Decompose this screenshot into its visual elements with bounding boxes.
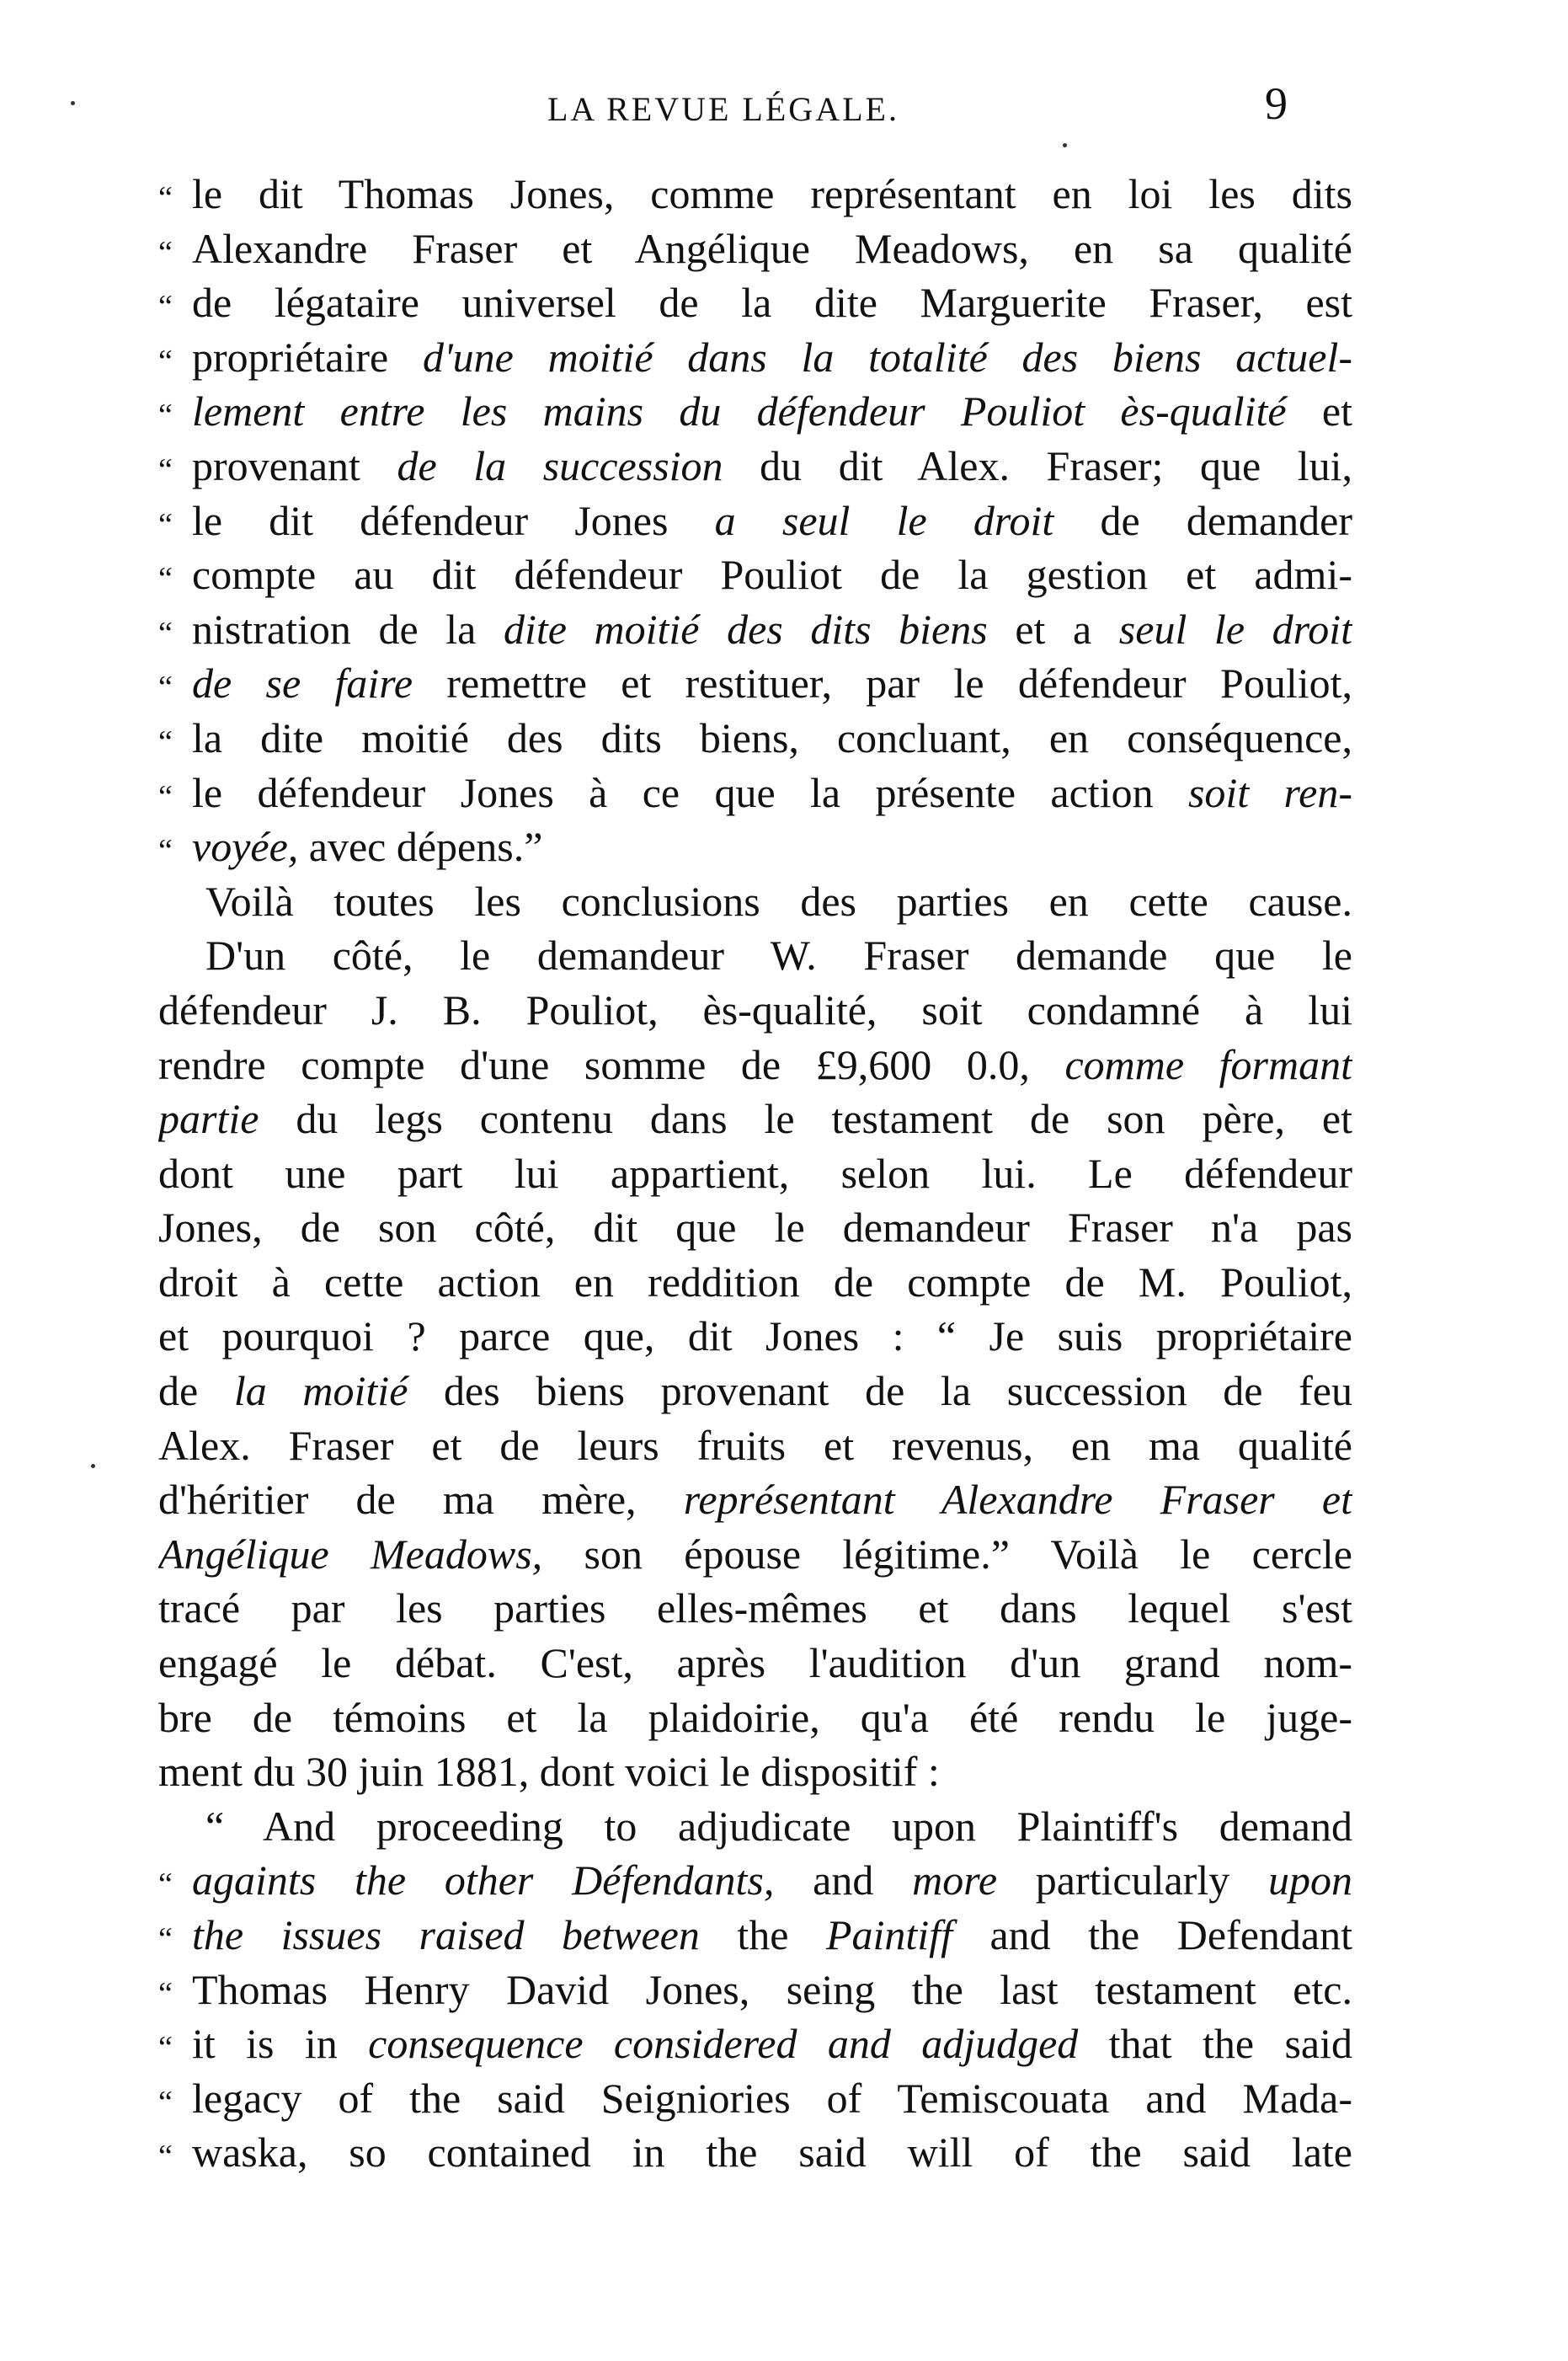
text-segment: droit à cette action en reddition de compte de M. Pouliot, (158, 1258, 1352, 1306)
quote-mark: “ (158, 778, 173, 815)
quote-mark: “ (158, 615, 173, 651)
quote-mark: “ (158, 180, 173, 216)
quote-mark: “ (158, 1867, 173, 1903)
italic-text: lement entre les mains du défendeur Pouliot ès-qualité (192, 387, 1287, 435)
text-line (158, 548, 1352, 602)
text-line (158, 983, 1352, 1038)
text-segment: particularly (997, 1856, 1268, 1904)
text-segment: le défendeur Jones à ce que la présente action (192, 768, 1188, 816)
text-segment: the (699, 1911, 826, 1958)
text-segment: avec dépens.” (298, 823, 543, 871)
italic-text: consequence considered and adjudged (368, 2020, 1079, 2068)
text-segment: D'un côté, le demandeur W. Fraser demande que le (205, 932, 1352, 980)
print-speck (1063, 143, 1067, 147)
italic-text: la moitié (233, 1367, 408, 1415)
text-line (158, 1963, 1352, 2017)
quote-mark: “ (158, 561, 173, 597)
text-line (158, 1038, 1352, 1092)
text-segment: legacy of the said Seigniories of Temiscouata and Mada- (192, 2074, 1352, 2122)
text-segment: remettre et restituer, par le défendeur Pouliot, (413, 660, 1352, 708)
text-segment: Jones, de son côté, dit que le demandeur Fraser n'a pas (158, 1204, 1352, 1252)
text-line (158, 330, 1352, 385)
quote-mark: “ (158, 343, 173, 379)
italic-text: dite moitié des dits biens (503, 605, 988, 653)
text-segment: Voilà toutes les conclusions des parties en cette cause. (205, 877, 1352, 925)
body-text (158, 167, 1352, 2180)
text-segment: ment du 30 juin 1881, dont voici le dispositif : (158, 1748, 940, 1796)
text-line (158, 1200, 1352, 1255)
text-line (158, 494, 1352, 548)
text-segment: le dit Thomas Jones, comme représentant en loi les dits (192, 170, 1352, 217)
print-speck (71, 101, 75, 105)
text-segment: “ And proceeding to adjudicate upon Plaintiff's demand (205, 1802, 1352, 1850)
italic-text: a seul le droit (714, 496, 1054, 544)
italic-text: againts the other Défendants, (192, 1856, 775, 1904)
text-segment: waska, so contained in the said will of the said late (192, 2129, 1352, 2177)
text-line (158, 275, 1352, 330)
text-segment: engagé le débat. C'est, après l'audition d'un grand nom- (158, 1639, 1352, 1687)
text-line (158, 167, 1352, 222)
italic-text: de la succession (397, 441, 723, 489)
quote-mark: “ (158, 2084, 173, 2120)
text-segment: de légataire universel de la dite Marguerite Fraser, est (192, 279, 1352, 327)
text-segment: dont une part lui appartient, selon lui. Le défendeur (158, 1149, 1352, 1197)
italic-text: upon (1267, 1856, 1352, 1904)
text-line (158, 1636, 1352, 1691)
text-segment: tracé par les parties elles-mêmes et dans lequel s'est (158, 1584, 1352, 1632)
text-line (158, 1527, 1352, 1582)
text-line (158, 602, 1352, 657)
italic-text: représentant Alexandre Fraser et (683, 1476, 1352, 1524)
text-segment: du legs contenu dans le testament de son père, et (259, 1095, 1352, 1143)
page-header (0, 78, 1568, 133)
italic-text: comme formant (1064, 1040, 1352, 1088)
italic-text: Paintiff (825, 1911, 952, 1958)
text-segment: de (158, 1367, 234, 1415)
text-segment: compte au dit défendeur Pouliot de la gestion et admi- (192, 551, 1352, 599)
running-title: LA REVUE LÉGALE. (547, 90, 899, 128)
text-segment: provenant (192, 441, 397, 489)
text-segment: propriétaire (192, 333, 423, 381)
text-segment: et a (987, 605, 1119, 653)
quote-mark: “ (158, 670, 173, 706)
quote-mark: “ (158, 234, 173, 270)
text-line (158, 1092, 1352, 1146)
text-segment: défendeur J. B. Pouliot, ès-qualité, soit condamné à lui (158, 986, 1352, 1034)
italic-text: seul le droit (1118, 605, 1352, 653)
text-segment: d'héritier de ma mère, (158, 1476, 684, 1524)
text-line (158, 2016, 1352, 2071)
text-line (158, 384, 1352, 439)
text-line (158, 1853, 1352, 1908)
text-segment: rendre compte d'une somme de £9,600 0.0, (158, 1040, 1065, 1088)
text-segment: and the Defendant (952, 1911, 1352, 1958)
text-line (158, 1418, 1352, 1473)
text-segment: Thomas Henry David Jones, seing the last testament etc. (192, 1965, 1352, 2013)
text-segment: bre de témoins et la plaidoirie, qu'a été rendu le juge- (158, 1693, 1352, 1741)
text-line (158, 820, 1352, 874)
text-line (158, 2125, 1352, 2180)
italic-text: more (912, 1856, 998, 1904)
quote-mark: “ (158, 506, 173, 542)
quote-mark: “ (158, 1975, 173, 2011)
italic-text: voyée, (192, 823, 299, 871)
text-segment: Alex. Fraser et de leurs fruits et revenus, en ma qualité (158, 1421, 1352, 1469)
quote-mark: “ (158, 398, 173, 434)
quote-mark: “ (158, 2139, 173, 2175)
text-line (158, 656, 1352, 711)
quote-mark: “ (158, 2030, 173, 2066)
text-segment: le dit défendeur Jones (192, 496, 715, 544)
text-line (158, 1691, 1352, 1745)
italic-text: Angélique Meadows, (158, 1530, 543, 1578)
quote-mark: “ (158, 724, 173, 760)
text-line (158, 1472, 1352, 1527)
text-segment: des biens provenant de la succession de feu (408, 1367, 1352, 1415)
text-segment: de demander (1053, 496, 1352, 544)
text-line (158, 1744, 1352, 1799)
quote-mark: “ (158, 289, 173, 325)
italic-text: soit ren- (1187, 768, 1352, 816)
italic-text: d'une moitié dans la totalité des biens actuel- (422, 333, 1352, 381)
text-segment: Alexandre Fraser et Angélique Meadows, en sa qualité (192, 224, 1352, 272)
text-segment: it is in (192, 2020, 369, 2068)
text-segment: la dite moitié des dits biens, concluant, en conséquence, (192, 713, 1352, 761)
page-number: 9 (1265, 78, 1288, 129)
quote-mark: “ (158, 1921, 173, 1957)
text-line (158, 1908, 1352, 1963)
text-segment: and (774, 1856, 913, 1904)
italic-text: the issues raised between (192, 1911, 700, 1958)
text-segment: nistration de la (192, 605, 504, 653)
text-segment: that the said (1078, 2020, 1352, 2068)
text-line (158, 1309, 1352, 1364)
text-line (158, 2071, 1352, 2126)
text-line (158, 766, 1352, 820)
text-segment: et pourquoi ? parce que, dit Jones : “ Je suis propriétaire (158, 1312, 1352, 1360)
text-line (158, 928, 1352, 983)
quote-mark: “ (158, 833, 173, 869)
text-line (158, 1255, 1352, 1310)
quote-mark: “ (158, 451, 173, 488)
italic-text: de se faire (192, 660, 413, 708)
text-segment: son épouse légitime.” Voilà le cercle (542, 1530, 1352, 1578)
text-line (158, 222, 1352, 276)
text-line (158, 711, 1352, 766)
text-line (158, 1581, 1352, 1636)
text-line (158, 1364, 1352, 1418)
italic-text: partie (158, 1095, 259, 1143)
text-segment: et (1286, 387, 1352, 435)
print-speck (91, 1464, 95, 1468)
text-line (158, 1146, 1352, 1201)
text-segment: du dit Alex. Fraser; que lui, (723, 441, 1352, 489)
text-line (158, 874, 1352, 929)
text-line (158, 1799, 1352, 1854)
text-line (158, 439, 1352, 494)
